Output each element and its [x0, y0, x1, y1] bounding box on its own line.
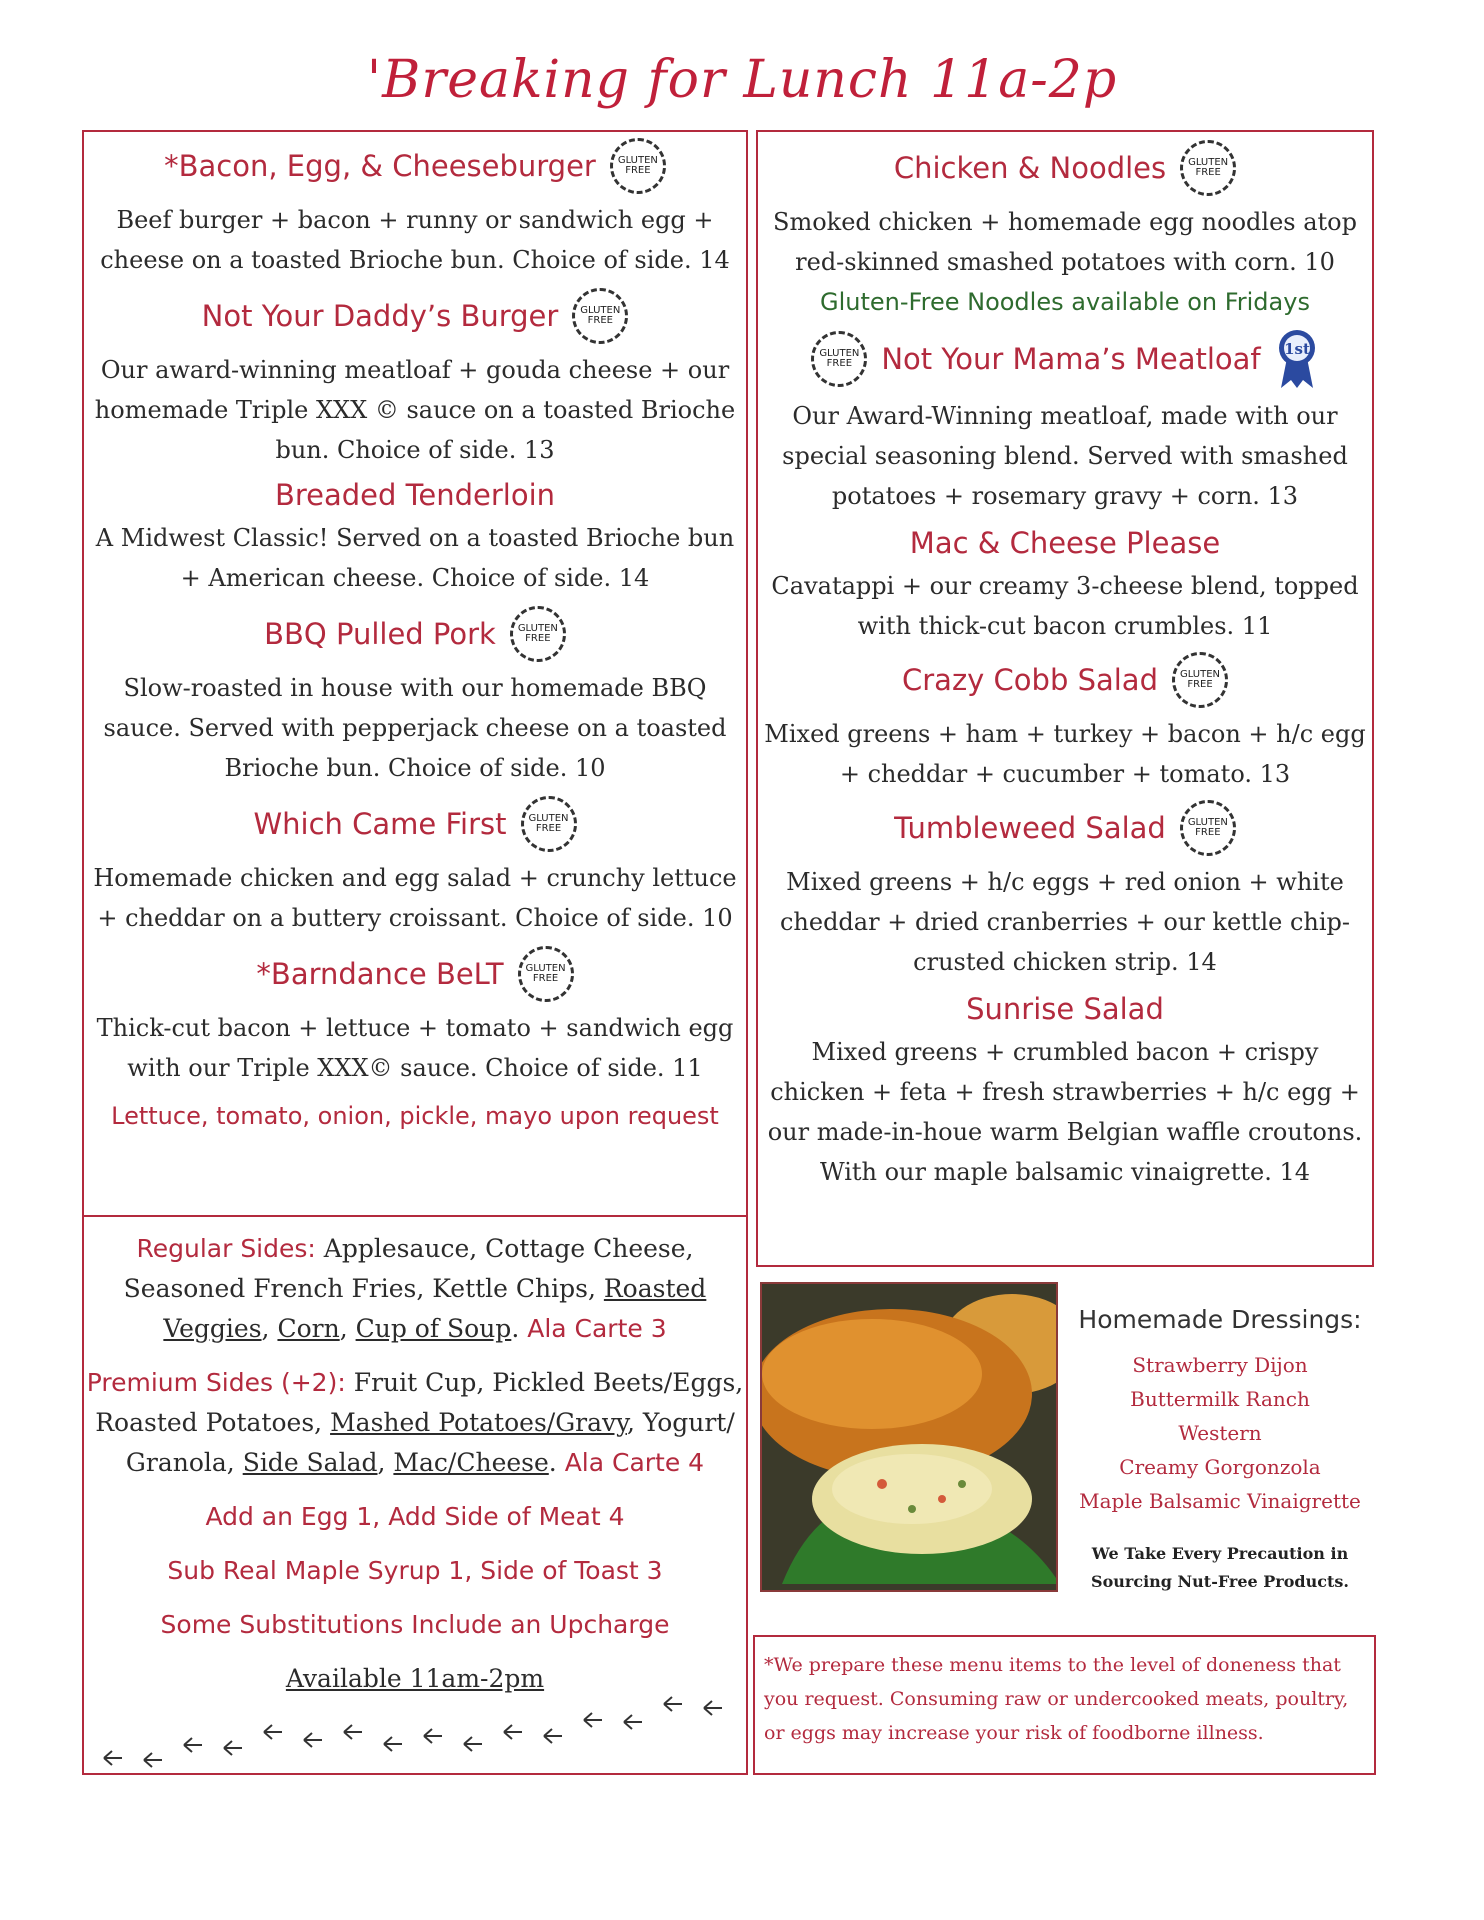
menu-item-name: Not Your Daddy’s Burger — [201, 299, 559, 333]
addons-line: Add an Egg 1, Add Side of Meat 4 — [205, 1502, 625, 1531]
bird-track-mark — [504, 1725, 522, 1739]
menu-item — [756, 800, 1374, 982]
menu-item-description: Slow-roasted in house with our homemade BBQ sauce. Served with pepperjack cheese on a toasted Brioche bun. Choice of side. 10 — [103, 674, 727, 782]
menu-item-name: Not Your Mama’s Meatloaf — [881, 342, 1261, 376]
bird-track-mark — [544, 1729, 562, 1743]
toppings-note: Lettuce, tomato, onion, pickle, mayo upon request — [111, 1102, 719, 1130]
gluten-free-icon: GLUTEN FREE — [510, 606, 566, 662]
bird-track-mark — [464, 1737, 482, 1751]
menu-item-name: Which Came First — [253, 807, 507, 841]
menu-item — [82, 796, 748, 938]
menu-item-description: Homemade chicken and egg salad + crunchy lettuce + cheddar on a buttery croissant. Choice of side. 10 — [93, 864, 737, 932]
menu-item-name: BBQ Pulled Pork — [264, 617, 496, 651]
dressing-item: Creamy Gorgonzola — [1119, 1455, 1321, 1479]
premium-side-mac: Mac/Cheese — [393, 1448, 549, 1477]
dressings-heading: Homemade Dressings: — [1078, 1305, 1362, 1334]
bird-track-mark — [264, 1725, 282, 1739]
bird-track-mark — [224, 1741, 242, 1755]
menu-item-name: *Bacon, Egg, & Cheeseburger — [164, 149, 596, 183]
regular-side-roasted-veggies: Roasted Veggies — [163, 1274, 707, 1343]
nut-free-notice — [1070, 1540, 1370, 1596]
menu-item — [82, 478, 748, 598]
menu-item-description: Our award-winning meatloaf + gouda cheese + our homemade Triple XXX © sauce on a toasted Brioche bun. Choice of side. 13 — [94, 356, 736, 464]
nut-free-line-2: Sourcing Nut-Free Products. — [1091, 1572, 1349, 1591]
menu-item — [756, 328, 1374, 516]
menu-item-title — [756, 140, 1374, 196]
menu-item — [82, 946, 748, 1088]
regular-side-corn: Corn — [277, 1314, 340, 1343]
regular-sides: Regular Sides: Applesauce, Cottage Cheese, Seasoned French Fries, Kettle Chips, Roasted Veggies, Corn, Cup of Soup. Ala Carte 3 — [123, 1234, 707, 1343]
bird-track-mark — [424, 1729, 442, 1743]
menu-item-title — [756, 800, 1374, 856]
bird-track-mark — [664, 1697, 682, 1711]
dressings-section — [1070, 1305, 1370, 1596]
regular-sides-items: Applesauce, Cottage Cheese, Seasoned French Fries, Kettle Chips, — [123, 1234, 694, 1303]
regular-sides-label: Regular Sides: — [136, 1234, 316, 1263]
menu-item-description: Mixed greens + crumbled bacon + crispy chicken + feta + fresh strawberries + h/c egg + our made-in-houe warm Belgian waffle croutons. With our maple balsamic vinaigrette. 14 — [767, 1038, 1363, 1186]
left-menu-items — [82, 138, 748, 1130]
menu-item-description: Smoked chicken + homemade egg noodles atop red-skinned smashed potatoes with corn. 10 — [773, 208, 1357, 276]
menu-item — [82, 138, 748, 280]
menu-item-description: Mixed greens + h/c eggs + red onion + white cheddar + dried cranberries + our kettle chip-crusted chicken strip. 14 — [779, 868, 1351, 976]
premium-sides: Premium Sides (+2): Fruit Cup, Pickled Beets/Eggs, Roasted Potatoes, Mashed Potatoes/Gravy, Yogurt/ Granola, Side Salad, Mac/Cheese. Ala Carte 4 — [86, 1368, 744, 1477]
sandwich-photo — [760, 1282, 1058, 1592]
menu-item-title — [82, 138, 748, 194]
sides-section — [82, 1225, 748, 1699]
dressing-item: Western — [1178, 1421, 1262, 1445]
menu-item-title — [756, 992, 1374, 1026]
gluten-free-icon: GLUTEN FREE — [521, 796, 577, 852]
menu-item-title — [82, 946, 748, 1002]
bird-track-mark — [104, 1751, 122, 1765]
menu-item-description: Cavatappi + our creamy 3-cheese blend, topped with thick-cut bacon crumbles. 11 — [771, 572, 1359, 640]
premium-side-mashed: Mashed Potatoes/Gravy — [330, 1408, 627, 1437]
award-ribbon-icon — [1275, 328, 1319, 390]
availability-line: Available 11am-2pm — [285, 1664, 545, 1693]
premium-side-salad: Side Salad — [242, 1448, 378, 1477]
dressings-list — [1070, 1348, 1370, 1518]
menu-item-description: A Midwest Classic! Served on a toasted Brioche bun + American cheese. Choice of side. 14 — [95, 524, 735, 592]
menu-item — [82, 288, 748, 470]
gluten-free-icon: GLUTEN FREE — [1180, 140, 1236, 196]
regular-sides-price: Ala Carte 3 — [527, 1314, 667, 1343]
gluten-free-icon: GLUTEN FREE — [1180, 800, 1236, 856]
menu-item-title — [756, 328, 1374, 390]
dressing-item: Maple Balsamic Vinaigrette — [1079, 1489, 1361, 1513]
bird-track-mark — [304, 1733, 322, 1747]
regular-side-soup: Cup of Soup — [355, 1314, 512, 1343]
menu-item-name: Mac & Cheese Please — [909, 526, 1221, 560]
gluten-free-icon: GLUTEN FREE — [811, 331, 867, 387]
dressing-item: Buttermilk Ranch — [1130, 1387, 1310, 1411]
premium-sides-items: Fruit Cup, Pickled Beets/Eggs, Roasted Potatoes, — [95, 1368, 744, 1437]
menu-item-name: *Barndance BeLT — [256, 957, 504, 991]
menu-item-description: Mixed greens + ham + turkey + bacon + h/c egg + cheddar + cucumber + tomato. 13 — [764, 720, 1366, 788]
bird-track-mark — [144, 1753, 162, 1767]
menu-item-name: Chicken & Noodles — [893, 151, 1167, 185]
bird-track-mark — [344, 1725, 362, 1739]
bird-tracks-decoration — [84, 1690, 750, 1785]
consumer-advisory-text: *We prepare these menu items to the level of doneness that you request. Consuming raw or undercooked meats, poultry, or eggs may increase your risk of foodborne illness. — [764, 1654, 1349, 1744]
substitutions-line: Some Substitutions Include an Upcharge — [160, 1610, 670, 1639]
menu-item — [756, 526, 1374, 646]
premium-sides-price: Ala Carte 4 — [564, 1448, 705, 1477]
menu-item-title — [82, 288, 748, 344]
gluten-free-icon: GLUTEN FREE — [572, 288, 628, 344]
menu-item-title — [82, 796, 748, 852]
premium-sides-label: Premium Sides (+2): — [86, 1368, 346, 1397]
right-menu-items — [756, 140, 1374, 1192]
menu-item — [756, 140, 1374, 322]
menu-title: 'Breaking for Lunch 11a-2p — [366, 50, 1118, 110]
menu-item-title — [82, 606, 748, 662]
menu-item-description: Our Award-Winning meatloaf, made with our special seasoning blend. Served with smashed potatoes + rosemary gravy + corn. 13 — [782, 402, 1348, 510]
premium-sides-items-2: Yogurt/ Granola, — [125, 1408, 735, 1477]
bird-track-mark — [704, 1701, 722, 1715]
bird-track-mark — [584, 1713, 602, 1727]
bird-track-mark — [624, 1715, 642, 1729]
gluten-free-icon: GLUTEN FREE — [610, 138, 666, 194]
syrup-toast-line: Sub Real Maple Syrup 1, Side of Toast 3 — [167, 1556, 663, 1585]
gluten-free-noodles-note: Gluten-Free Noodles available on Fridays — [820, 288, 1310, 316]
dressing-item: Strawberry Dijon — [1132, 1353, 1308, 1377]
menu-item-title — [82, 478, 748, 512]
svg-text:1st: 1st — [1283, 340, 1310, 358]
gluten-free-icon: GLUTEN FREE — [518, 946, 574, 1002]
menu-item-title — [756, 652, 1374, 708]
menu-item-name: Tumbleweed Salad — [894, 811, 1166, 845]
nut-free-line-1: We Take Every Precaution in — [1091, 1544, 1349, 1563]
menu-item-title — [756, 526, 1374, 560]
menu-item — [756, 992, 1374, 1192]
menu-item — [82, 606, 748, 788]
menu-item — [756, 652, 1374, 794]
menu-item-name: Crazy Cobb Salad — [902, 663, 1158, 697]
bird-track-mark — [184, 1738, 202, 1752]
menu-item-description: Thick-cut bacon + lettuce + tomato + sandwich egg with our Triple XXX© sauce. Choice of side. 11 — [96, 1014, 734, 1082]
gluten-free-icon: GLUTEN FREE — [1172, 652, 1228, 708]
menu-item-name: Sunrise Salad — [966, 992, 1164, 1026]
bird-track-mark — [384, 1737, 402, 1751]
menu-item-description: Beef burger + bacon + runny or sandwich egg + cheese on a toasted Brioche bun. Choice of side. 14 — [100, 206, 730, 274]
menu-item-name: Breaded Tenderloin — [274, 478, 556, 512]
